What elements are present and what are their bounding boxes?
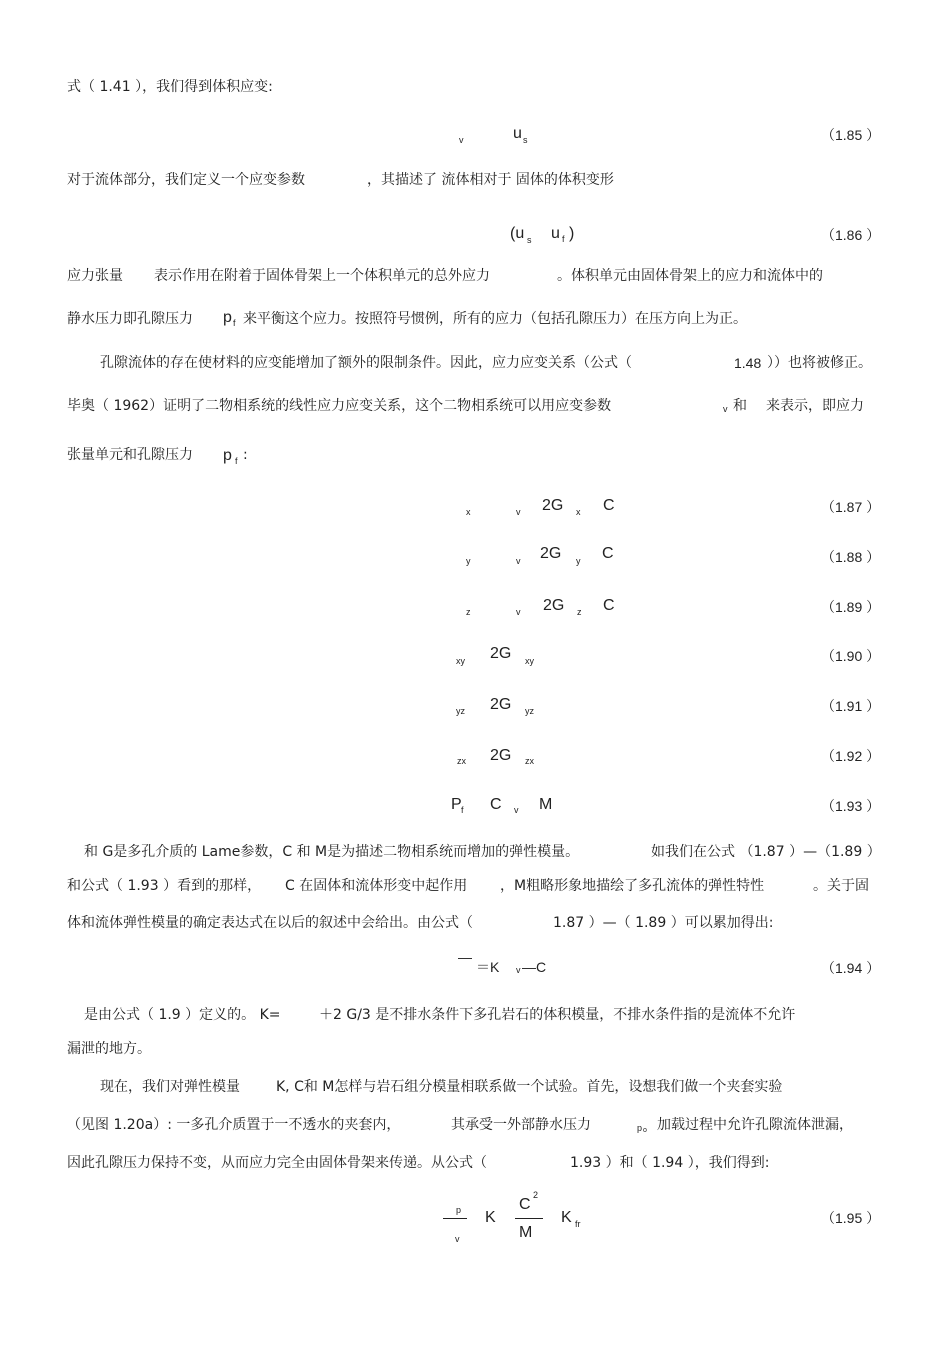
text-line: 和 G是多孔介质的 Lame参数，C 和 M是为描述二物相系统而增加的弹性模量。 <box>84 844 580 860</box>
math-symbol: (u <box>510 225 525 242</box>
equation-number: （1.92 ） <box>821 748 881 764</box>
math-subscript: x <box>466 507 471 517</box>
math-symbol: 2G <box>540 545 562 562</box>
math-subscript: v <box>514 805 519 815</box>
math-symbol: M <box>539 796 553 813</box>
math-symbol: 2G <box>490 696 512 713</box>
text-line: 毕奥（ 1962）证明了二物相系统的线性应力应变关系，这个二物相系统可以用应变参数 <box>67 398 612 414</box>
text-line: 现在，我们对弹性模量 <box>100 1079 240 1095</box>
math-symbol: M <box>519 1224 533 1241</box>
math-subscript: yz <box>456 706 465 716</box>
math-symbol: K <box>561 1209 572 1226</box>
text-line: 和 <box>733 398 747 414</box>
math-symbol: P <box>451 796 462 813</box>
text-line: 来平衡这个应力。按照符号惯例，所有的应力（包括孔隙压力）在压方向上为正。 <box>243 311 747 327</box>
math-subscript: zx <box>525 756 534 766</box>
math-symbol: p <box>223 447 232 464</box>
text-line: 和公式（ 1.93 ）看到的那样， <box>67 878 262 894</box>
math-subscript: z <box>466 607 471 617</box>
math-symbol: C <box>490 796 502 813</box>
math-subscript: zx <box>457 756 466 766</box>
math-superscript: 2 <box>533 1190 539 1200</box>
equation-number: （1.87 ） <box>821 499 881 515</box>
math-subscript: z <box>577 607 582 617</box>
math-symbol: 2G <box>490 645 512 662</box>
text-line: 式（ 1.41 ），我们得到体积应变: <box>67 79 273 95</box>
math-subscript: v <box>516 965 521 975</box>
math-subscript: xy <box>525 656 534 666</box>
equation-number: （1.94 ） <box>821 960 881 976</box>
math-subscript: yz <box>525 706 534 716</box>
text-line: 张量单元和孔隙压力 <box>67 447 193 463</box>
text-line: （见图 1.20a）: 一多孔介质置于一不透水的夹套内， <box>67 1117 401 1133</box>
math-subscript: f <box>461 805 464 815</box>
math-subscript: x <box>576 507 581 517</box>
text-line: ＋2 G/3 是不排水条件下多孔岩石的体积模量，不排水条件指的是流体不允许 <box>319 1007 796 1023</box>
math-symbol: p <box>223 309 232 326</box>
math-symbol: C <box>519 1196 531 1213</box>
math-subscript: f <box>235 456 238 466</box>
math-subscript: p <box>456 1205 462 1215</box>
text-line: 静水压力即孔隙压力 <box>67 311 193 327</box>
text-line: 1.48 <box>734 355 762 371</box>
equation-number: （1.88 ） <box>821 549 881 565</box>
text-line: 。体积单元由固体骨架上的应力和流体中的 <box>557 268 823 284</box>
text-line: 因此孔隙压力保持不变，从而应力完全由固体骨架来传递。从公式（ <box>67 1155 487 1171</box>
text-line: 加载过程中允许孔隙流体泄漏， <box>657 1117 853 1133</box>
text-line: 漏泄的地方。 <box>67 1041 151 1057</box>
text-line: 。关于固 <box>813 878 869 894</box>
fraction-bar <box>515 1218 543 1219</box>
text-line: 体和流体弹性模量的确定表达式在以后的叙述中会给出。由公式（ <box>67 915 473 931</box>
text-line: 1.87 ）—（ 1.89 ）可以累加得出: <box>553 915 774 931</box>
text-line: 来表示，即应力 <box>766 398 864 414</box>
math-symbol: — <box>458 949 472 965</box>
equation-number: （1.86 ） <box>821 227 881 243</box>
equation-number: （1.93 ） <box>821 798 881 814</box>
text-line: : <box>243 447 248 463</box>
math-subscript: f <box>233 318 236 328</box>
math-subscript: v <box>455 1234 460 1244</box>
math-symbol: C <box>603 497 615 514</box>
math-subscript: xy <box>456 656 465 666</box>
math-symbol: 2G <box>543 597 565 614</box>
text-line: 应力张量 <box>67 268 123 284</box>
math-subscript: y <box>576 556 581 566</box>
equation-number: （1.91 ） <box>821 698 881 714</box>
text-line: ，其描述了 流体相对于 固体的体积变形 <box>367 172 614 188</box>
math-symbol: C <box>602 545 614 562</box>
math-symbol: K <box>485 1209 496 1226</box>
math-subscript: fr <box>575 1219 581 1229</box>
equation-number: （1.85 ） <box>821 127 881 143</box>
math-subscript: v <box>516 507 521 517</box>
math-subscript: p <box>637 1123 643 1133</box>
text-line: 1.93 ）和（ 1.94 ），我们得到: <box>570 1155 770 1171</box>
math-subscript: o <box>643 1127 647 1134</box>
math-subscript: v <box>516 556 521 566</box>
math-subscript: v <box>459 135 464 145</box>
text-line: ，M粗略形象地描绘了多孔流体的弹性特性 <box>500 878 765 894</box>
math-subscript: s <box>527 235 532 245</box>
math-symbol: u <box>513 125 522 142</box>
math-subscript: s <box>523 135 528 145</box>
text-line: C 在固体和流体形变中起作用 <box>285 878 468 894</box>
math-symbol: ＝K <box>476 959 500 975</box>
math-subscript: v <box>723 404 728 414</box>
math-symbol: —C <box>522 959 547 975</box>
text-line: 是由公式（ 1.9 ）定义的。 K= <box>84 1007 281 1023</box>
fraction-bar <box>443 1218 467 1219</box>
math-symbol: 2G <box>542 497 564 514</box>
equation-number: （1.89 ） <box>821 599 881 615</box>
math-symbol: 2G <box>490 747 512 764</box>
math-subscript: v <box>516 607 521 617</box>
math-symbol: u <box>551 225 560 242</box>
equation-number: （1.95 ） <box>821 1210 881 1226</box>
text-line: 如我们在公式 （1.87 ）—（1.89 ） <box>651 844 881 860</box>
text-line: 孔隙流体的存在使材料的应变能增加了额外的限制条件。因此，应力应变关系（公式（ <box>100 355 632 371</box>
text-line: 其承受一外部静水压力 <box>451 1117 591 1133</box>
math-subscript: f <box>562 234 565 244</box>
text-line: 对于流体部分，我们定义一个应变参数 <box>67 172 305 188</box>
math-symbol: ) <box>569 225 575 242</box>
text-line: K, C和 M怎样与岩石组分模量相联系做一个试验。首先，设想我们做一个夹套实验 <box>276 1079 783 1095</box>
text-line: 表示作用在附着于固体骨架上一个体积单元的总外应力 <box>154 268 490 284</box>
equation-number: （1.90 ） <box>821 648 881 664</box>
text-line: ））也将被修正。 <box>767 355 872 371</box>
math-symbol: C <box>603 597 615 614</box>
math-subscript: y <box>466 556 471 566</box>
